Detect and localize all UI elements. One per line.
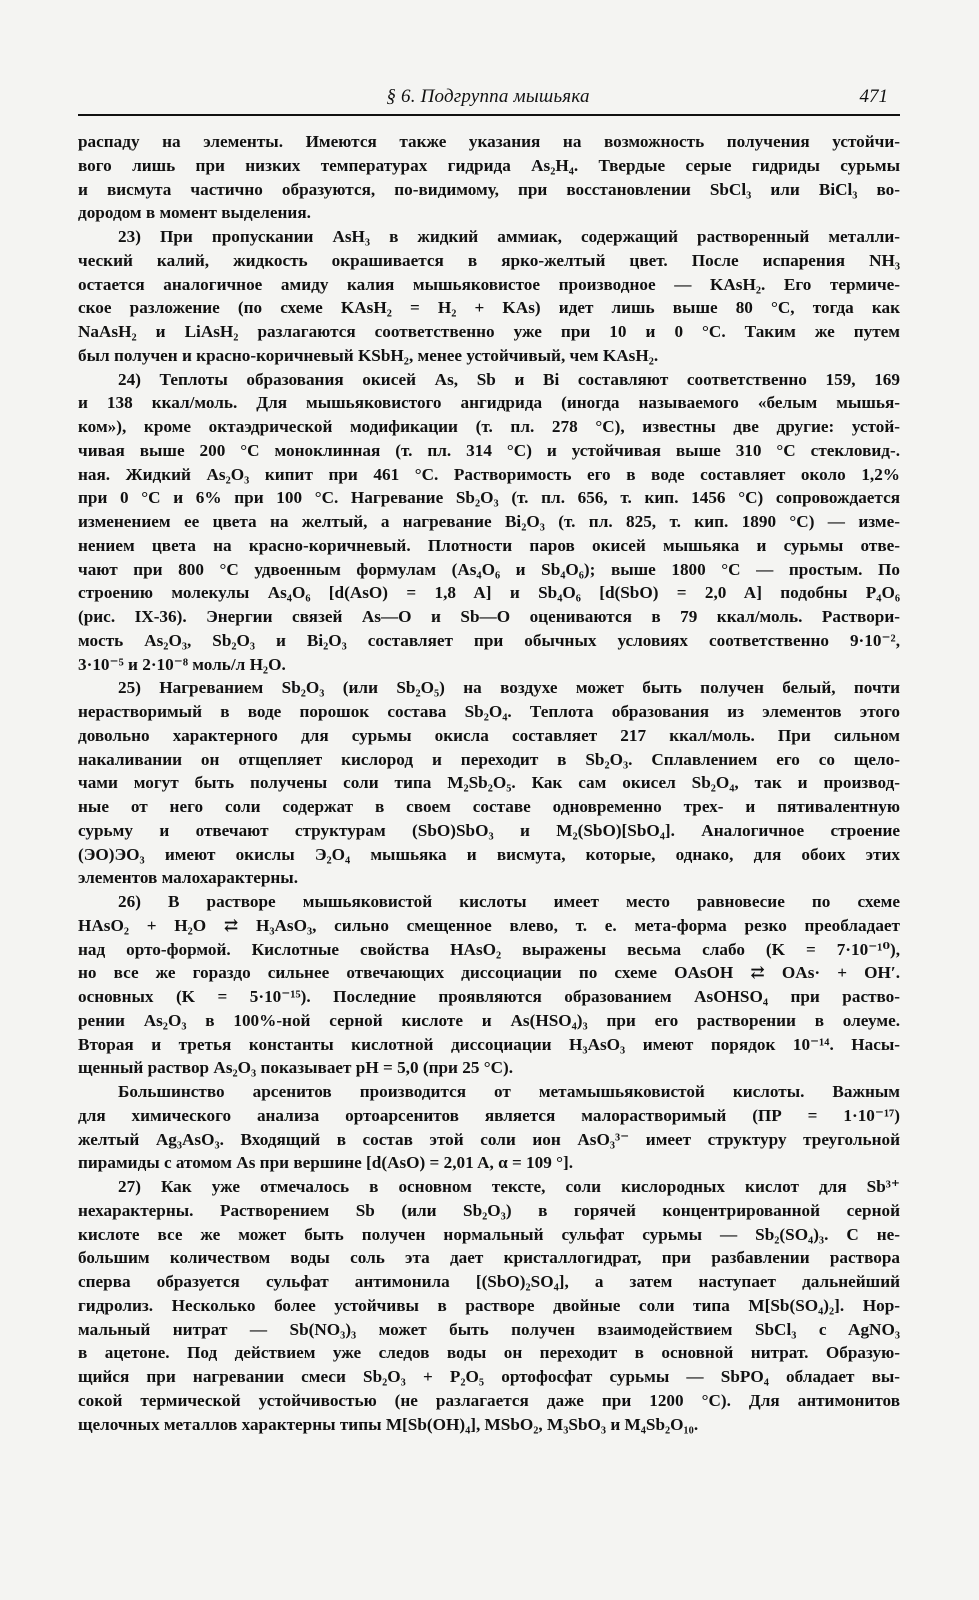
text-line: NaAsH₂ и LiAsH₂ разлагаются соответственно уже при 10 и 0 °C. Таким же путем (78, 322, 900, 341)
text-line: щийся при нагревании смеси Sb₂O₃ + P₂O₅ ортофосфат сурьмы — SbPO₄ обладает вы- (78, 1367, 900, 1386)
text-line: но все же гораздо сильнее отвечающих диссоциации по схеме OAsOH ⇄ OAs· + OH′. (78, 963, 900, 983)
text-line: 26) В растворе мышьяковистой кислоты имеет место равновесие по схеме (118, 892, 900, 911)
text-line: щелочных металлов характерны типы M[Sb(OH)₄], MSbO₂, M₃SbO₃ и M₄Sb₂O₁₀. (78, 1414, 699, 1434)
text-line: вого лишь при низких температурах гидрида As₂H₄. Твердые серые гидриды сурьмы (78, 155, 900, 175)
text-line: чают при 800 °C удвоенным формулам (As₄O₆ и Sb₄O₆); выше 1800 °C — простым. По (78, 559, 900, 579)
text-line: 23) При пропускании AsH₃ в жидкий аммиак, содержащий растворенный металли- (118, 227, 900, 246)
text-line: ная. Жидкий As₂O₃ кипит при 461 °C. Растворимость его в воде составляет около 1,2% (78, 464, 900, 484)
text-line: 3·10⁻⁵ и 2·10⁻⁸ моль/л H₂O. (78, 654, 286, 674)
text-line: Большинство арсенитов производится от метамышьяковистой кислоты. Важным (118, 1082, 900, 1101)
text-line: мость As₂O₃, Sb₂O₃ и Bi₂O₃ составляет при обычных условиях соответственно 9·10⁻², (78, 630, 900, 650)
text-line: ком»), кроме октаэдрической модификации (т. пл. 278 °C), известны две другие: устой- (78, 417, 900, 436)
text-line: Вторая и третья константы кислотной диссоциации H₃AsO₃ имеют порядок 10⁻¹⁴. Насы- (78, 1034, 900, 1054)
text-line: сокой термической устойчивостью (не разлагается даже при 1200 °C). Для антимонитов (78, 1390, 900, 1410)
text-line: остается аналогичное амиду калия мышьяковистое производное — KAsH₂. Его термиче- (78, 274, 900, 294)
text-line: нехарактерны. Растворением Sb (или Sb₂O₃) в горячей концентрированной серной (78, 1200, 900, 1220)
text-line: мальный нитрат — Sb(NO₃)₃ может быть получен взаимодействием SbCl₃ c AgNO₃ (78, 1319, 900, 1339)
text-line: 24) Теплоты образования окисей As, Sb и Bi составляют соответственно 159, 169 (118, 369, 900, 389)
text-line: рении As₂O₃ в 100%-ной серной кислоте и As(HSO₄)₃ при его растворении в олеуме. (78, 1010, 900, 1030)
text-line: кислоте все же может быть получен нормальный сульфат сурьмы — Sb₂(SO₄)₃. С не- (78, 1224, 900, 1244)
text-line: 25) Нагреванием Sb₂O₃ (или Sb₂O₅) на воздухе может быть получен белый, почти (118, 678, 900, 698)
text-line: накаливании он отщепляет кислород и переходит в Sb₂O₃. Сплавлением его со щело- (78, 749, 900, 769)
running-title: § 6. Подгруппа мышьяка (386, 86, 590, 107)
text-line: (рис. IX-36). Энергии связей As—O и Sb—O оцениваются в 79 ккал/моль. Раствори- (78, 607, 900, 626)
text-line: основных (K = 5·10⁻¹⁵). Последние проявляются образованием AsOHSO₄ при раство- (78, 987, 900, 1006)
text-line: и висмута частично образуются, по-видимому, при восстановлении SbCl₃ или BiCl₃ во- (78, 179, 900, 199)
text-line: (ЭO)ЭO₃ имеют окислы Э₂O₄ мышьяка и висмута, которые, однако, для обоих этих (78, 844, 900, 864)
text-line: 27) Как уже отмечалось в основном тексте, соли кислородных кислот для Sb³⁺ (118, 1177, 900, 1196)
text-line: над орто-формой. Кислотные свойства HAsO₂ выражены весьма слабо (K = 7·10⁻¹⁰), (78, 939, 900, 959)
text-line: строению молекулы As₄O₆ [d(AsO) = 1,8 A] и Sb₄O₆ [d(SbO) = 2,0 A] подобны P₄O₆ (78, 583, 900, 603)
text-line: дородом в момент выделения. (78, 203, 311, 223)
text-line: нением цвета на красно-коричневый. Плотности паров окисей мышьяка и сурьмы отве- (78, 535, 900, 555)
text-line: нерастворимый в воде порошок состава Sb₂O₄. Теплота образования из элементов этого (78, 702, 900, 721)
text-line: чами могут быть получены соли типа M₂Sb₂O₅. Как сам окисел Sb₂O₄, так и производ- (78, 773, 900, 793)
text-line: элементов малохарактерны. (78, 868, 298, 888)
text-line: сурьму и отвечают структурам (SbO)SbO₃ и M₂(SbO)[SbO₄]. Аналогичное строение (78, 820, 900, 840)
text-line: изменением ее цвета на желтый, а нагревание Bi₂O₃ (т. пл. 825, т. кип. 1890 °C) — изме- (78, 512, 900, 531)
text-line: был получен и красно-коричневый KSbH₂, менее устойчивый, чем KAsH₂. (78, 345, 659, 365)
text-line: гидролиз. Несколько более устойчивы в растворе двойные соли типа M[Sb(SO₄)₂]. Нор- (78, 1295, 900, 1315)
text-line: щенный раствор As₂O₃ показывает pH = 5,0 (при 25 °C). (78, 1058, 514, 1078)
text-line: ское разложение (по схеме KAsH₂ = H₂ + KAs) идет лишь выше 80 °C, тогда как (78, 298, 900, 318)
page-number: 471 (859, 86, 888, 107)
text-line: в ацетоне. Под действием уже следов воды он переходит в основной нитрат. Образую- (78, 1343, 900, 1363)
text-line: при 0 °C и 6% при 100 °C. Нагревание Sb₂O₃ (т. пл. 656, т. кип. 1456 °C) сопровождается (78, 488, 900, 508)
text-line: ные от него соли содержат в своем составе одновременно трех- и пятивалентную (78, 797, 900, 816)
header-rule (78, 114, 900, 116)
page-header (78, 80, 898, 116)
text-line: желтый Ag₃AsO₃. Входящий в состав этой соли ион AsO₃³⁻ имеет структуру треугольной (78, 1129, 900, 1149)
text-line: пирамиды с атомом As при вершине [d(AsO) = 2,01 A, α = 109 °]. (78, 1153, 574, 1173)
text-line: чивая выше 200 °C моноклинная (т. пл. 314 °C) и устойчивая выше 310 °C стекловид-. (78, 440, 900, 460)
text-line: распаду на элементы. Имеются также указания на возможность получения устойчи- (78, 132, 900, 151)
text-line: для химического анализа ортоарсенитов является малорастворимый (ПР = 1·10⁻¹⁷) (78, 1105, 900, 1125)
text-line: большим количеством воды соль эта дает кристаллогидрат, при разбавлении раствора (78, 1248, 900, 1268)
text-line: ческий калий, жидкость окрашивается в ярко-желтый цвет. После испарения NH₃ (78, 250, 900, 270)
body-text (78, 130, 900, 1436)
text-line: и 138 ккал/моль. Для мышьяковистого ангидрида (иногда называемого «белым мышья- (78, 393, 900, 413)
text-line: сперва образуется сульфат антимонила [(SbO)₂SO₄], а затем наступает дальнейший (78, 1272, 900, 1291)
text-line: HAsO₂ + H₂O ⇄ H₃AsO₃, сильно смещенное влево, т. е. мета-форма резко преобладает (78, 915, 900, 935)
text-line: довольно характерного для сурьмы окисла составляет 217 ккал/моль. При сильном (78, 725, 900, 745)
